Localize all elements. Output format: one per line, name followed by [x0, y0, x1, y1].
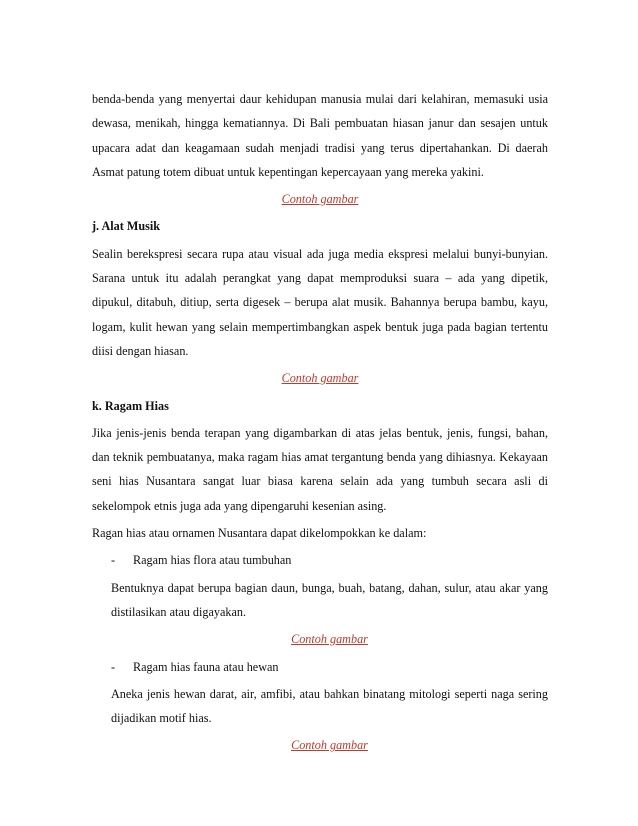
list-item-label: Ragam hias fauna atau hewan — [133, 659, 279, 674]
contoh-gambar-link[interactable]: Contoh gambar — [281, 192, 359, 207]
bullet-dash: - — [111, 659, 116, 674]
list-item-fauna — [92, 655, 548, 679]
heading-alat-musik: j. Alat Musik — [92, 219, 161, 234]
paragraph-flora: Bentuknya dapat berupa bagian daun, bunga, buah, batang, dahan, sulur, atau akar yang distilasikan atau digayakan. — [111, 580, 548, 619]
document-body — [92, 87, 548, 761]
bullet-dash: - — [111, 553, 116, 568]
contoh-gambar-link[interactable]: Contoh gambar — [291, 632, 368, 647]
heading-ragam-hias: k. Ragam Hias — [92, 398, 169, 413]
example-image-link-4 — [92, 733, 548, 757]
paragraph-daur-kehidupan: benda-benda yang menyertai daur kehidupan manusia mulai dari kelahiran, memasuki usia dewasa, menikah, hingga kematiannya. Di Bali pembuatan hiasan janur dan sesajen untuk upacara adat dan keagamaan sudah menjadi tradisi yang terus dipertahankan. Di daerah Asmat patung totem dibuat untuk kepentingan kepercayaan yang mereka yakini. — [92, 92, 548, 179]
contoh-gambar-link[interactable]: Contoh gambar — [291, 738, 368, 753]
example-image-link-3 — [92, 627, 548, 651]
example-image-link-1 — [92, 187, 548, 211]
paragraph-fauna: Aneka jenis hewan darat, air, amfibi, atau bahkan binatang mitologi seperti naga sering dijadikan motif hias. — [111, 686, 548, 726]
example-image-link-2 — [92, 366, 548, 390]
paragraph-ragam-hias: Jika jenis-jenis benda terapan yang digambarkan di atas jelas bentuk, jenis, fungsi, bahan, dan teknik pembuatanya, maka ragam hias amat tergantung benda yang dihiasnya. Kekayaan seni hias Nusantara sangat luar biasa karena selain ada yang tumbuh secara asli di sekelompok etnis juga ada yang dipengaruhi kesenian asing. — [92, 425, 548, 513]
list-item-flora — [92, 548, 548, 572]
list-item-label: Ragam hias flora atau tumbuhan — [133, 553, 292, 568]
contoh-gambar-link[interactable]: Contoh gambar — [281, 371, 359, 386]
paragraph-alat-musik: Sealin berekspresi secara rupa atau visual ada juga media ekspresi melalui bunyi-bunyian. Sarana untuk itu adalah perangkat yang dapat memproduksi suara – ada yang dipetik, dipukul, ditabuh, ditiup, serta digesek – berupa alat musik. Bahannya berupa bambu, kayu, logam, kulit hewan yang selain mempertimbangkan aspek bentuk juga pada bagian tertentu diisi dengan hiasan. — [92, 246, 548, 358]
paragraph-ornamen-intro: Ragan hias atau ornamen Nusantara dapat dikelompokkan ke dalam: — [92, 526, 427, 541]
